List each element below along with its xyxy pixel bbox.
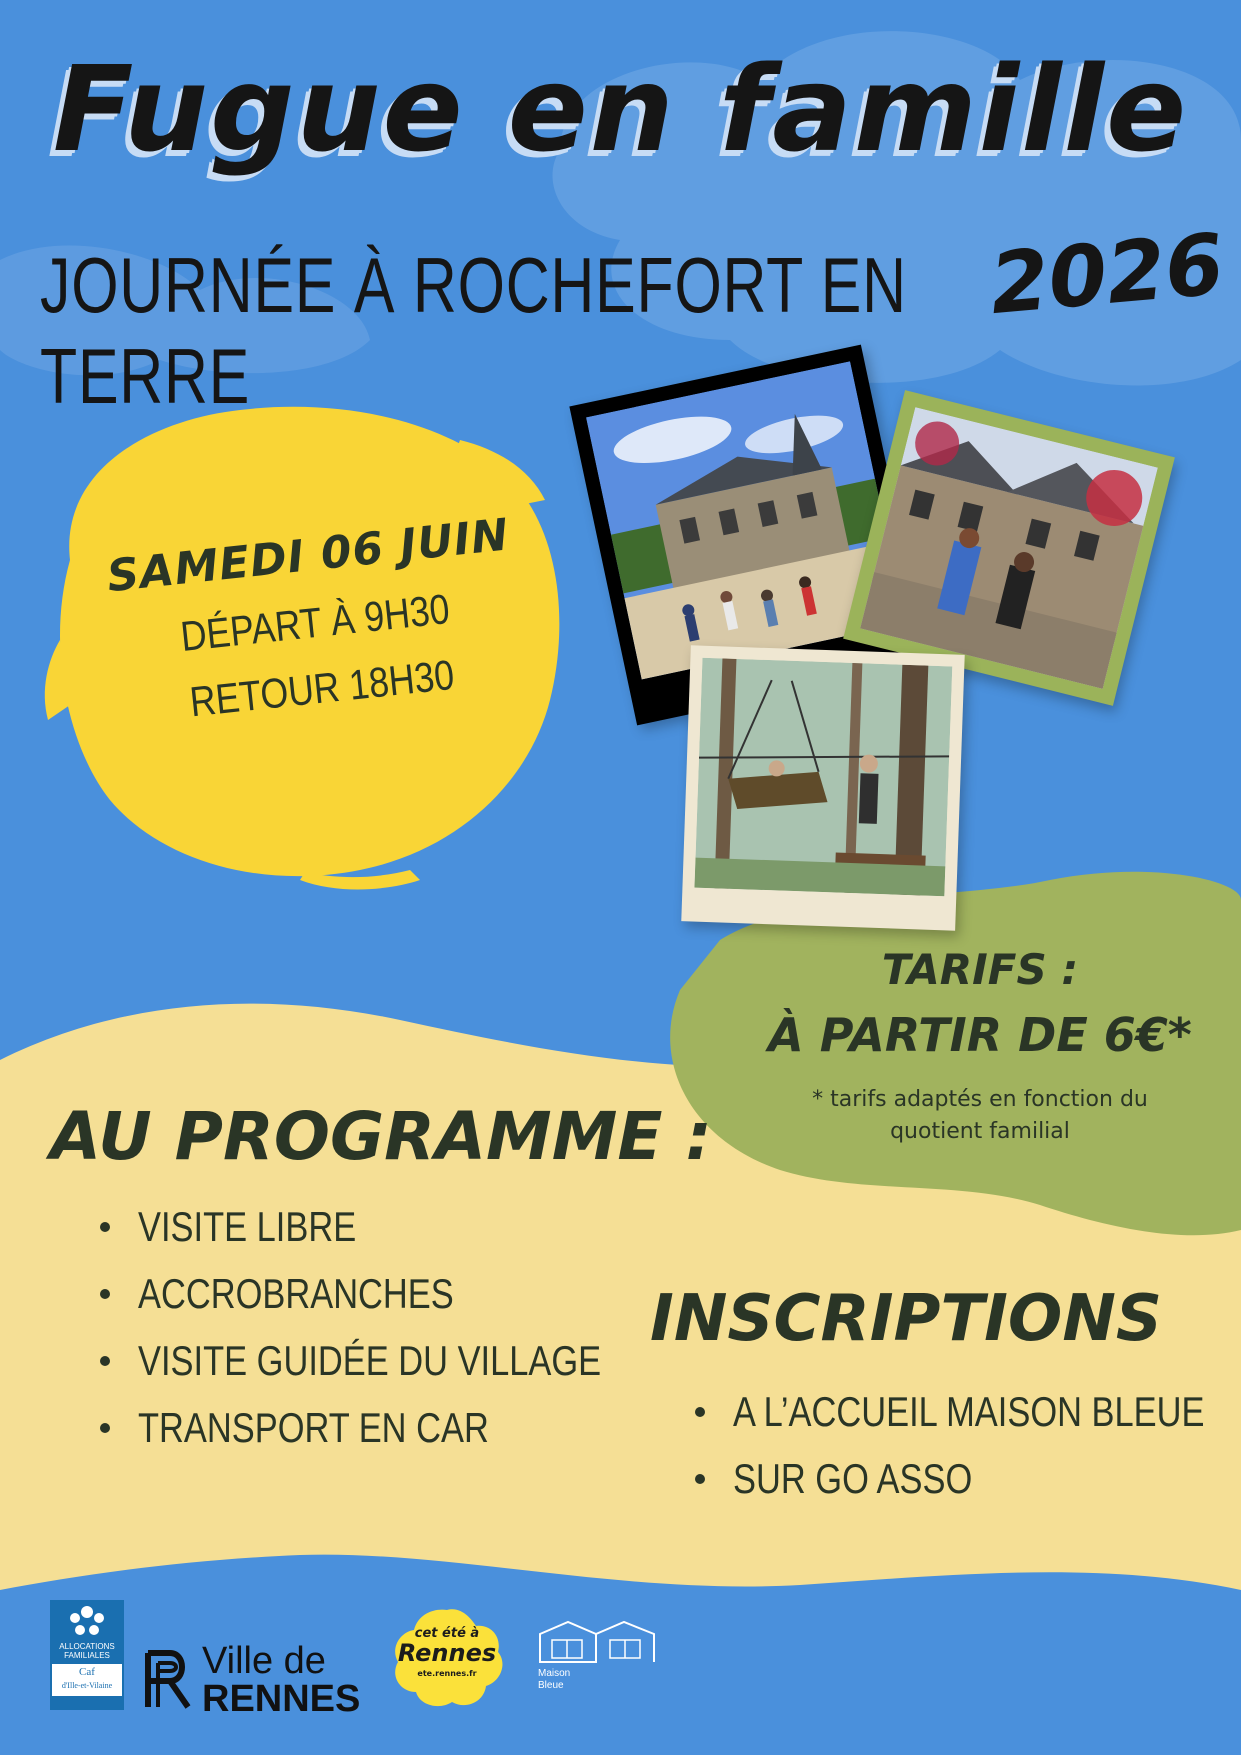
- event-date: SAMEDI 06 JUIN: [104, 509, 512, 603]
- list-item: ACCROBRANCHES: [100, 1260, 703, 1327]
- poster-year: 2026: [986, 214, 1228, 334]
- bullet-icon: [100, 1356, 110, 1366]
- tarifs-price: À PARTIR DE 6€*: [768, 1008, 1192, 1062]
- list-item: VISITE GUIDÉE DU VILLAGE: [100, 1327, 703, 1394]
- list-item: A L’ACCUEIL MAISON BLEUE: [695, 1378, 1241, 1445]
- bullet-icon: [100, 1289, 110, 1299]
- list-item: SUR GO ASSO: [695, 1445, 1241, 1512]
- tarifs-title: TARIFS :: [881, 945, 1079, 994]
- bullet-icon: [100, 1423, 110, 1433]
- poster-subtitle: JOURNÉE À ROCHEFORT EN TERRE: [40, 241, 907, 420]
- list-item: VISITE LIBRE: [100, 1193, 703, 1260]
- ville-rennes-logo: Ville de RENNES: [142, 1642, 360, 1718]
- bullet-icon: [695, 1407, 705, 1417]
- inscriptions-title: INSCRIPTIONS: [650, 1282, 1162, 1356]
- village-image: [860, 407, 1158, 689]
- ete-rennes-logo: cet été à Rennes ete.rennes.fr: [390, 1606, 504, 1710]
- rennes-r-icon: [142, 1649, 194, 1711]
- caf-logo: ALLOCATIONS FAMILIALES Caf d'Ille-et-Vilaine: [50, 1600, 124, 1710]
- event-return: RETOUR 18H30: [187, 650, 457, 726]
- programme-list: [100, 1193, 703, 1461]
- bullet-icon: [695, 1474, 705, 1484]
- partner-logos: [0, 1590, 1241, 1720]
- house-outline-icon: [538, 1620, 658, 1664]
- programme-title: AU PROGRAMME :: [50, 1098, 712, 1175]
- list-item: TRANSPORT EN CAR: [100, 1394, 703, 1461]
- event-departure: DÉPART À 9H30: [178, 585, 452, 660]
- poster-title: Fugue en famille: [52, 40, 1189, 178]
- tarifs-block: [690, 945, 1241, 1148]
- bullet-icon: [100, 1222, 110, 1232]
- caf-family-icon: [67, 1604, 107, 1638]
- inscriptions-list: [695, 1378, 1241, 1512]
- photo-accrobranche: [681, 645, 964, 930]
- accrobranche-image: [694, 658, 952, 897]
- maison-bleue-logo: Maison Bleue: [538, 1620, 658, 1692]
- tarifs-note: * tarifs adaptés en fonction du quotient familial: [812, 1087, 1148, 1144]
